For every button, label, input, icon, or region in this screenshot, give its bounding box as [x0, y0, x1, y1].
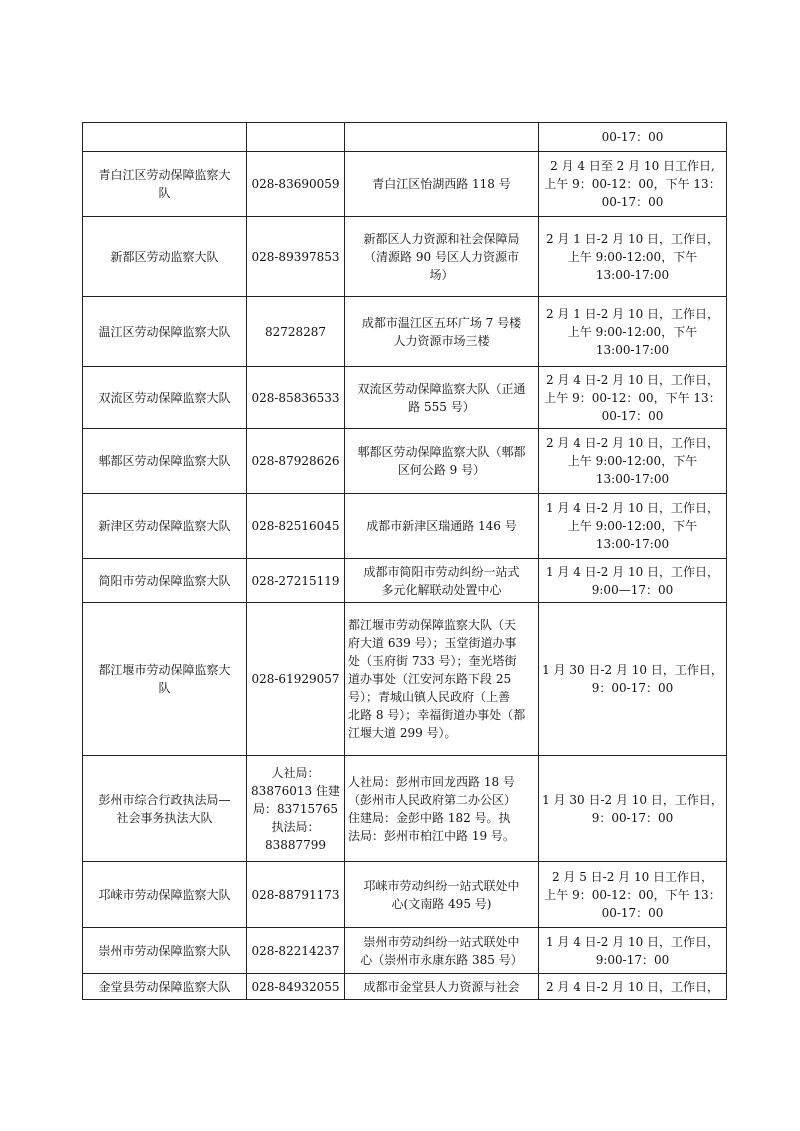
phone-cell [247, 974, 345, 1000]
service-time: 1 月 4 日-2 月 10 日，工作日， 9:00-17：00 [545, 934, 720, 967]
service-time-cell [539, 494, 727, 559]
table-row [83, 603, 727, 756]
service-time-cell [539, 152, 727, 217]
table-row [83, 152, 727, 217]
unit-name-cell [83, 559, 247, 603]
service-time-cell [539, 974, 727, 1000]
unit-name: 简阳市劳动保障监察大队 [98, 573, 231, 588]
phone-cell [247, 756, 345, 862]
service-time: 2 月 4 日至 2 月 10 日工作日, 上午 9：00-12：00，下午 13： 00-17：00 [544, 159, 721, 209]
service-time: 1 月 30 日-2 月 10 日，工作日， 9：00-17：00 [542, 663, 723, 695]
address-cell [345, 559, 539, 603]
address-cell [345, 974, 539, 1000]
address-cell [345, 297, 539, 367]
service-time: 1 月 30 日-2 月 10 日，工作日， 9：00-17：00 [542, 792, 723, 825]
phone-number: 028-61929057 [251, 672, 340, 686]
unit-name-cell [83, 297, 247, 367]
unit-name: 双流区劳动保障监察大队 [98, 390, 231, 405]
service-time-cell [539, 367, 727, 429]
table-row [83, 559, 727, 603]
address-cell [345, 494, 539, 559]
table-row [83, 217, 727, 297]
phone-number: 028-85836533 [251, 390, 340, 405]
phone-cell [247, 297, 345, 367]
unit-name-cell [83, 494, 247, 559]
phone-cell [247, 928, 345, 974]
address-cell [345, 152, 539, 217]
address: 郫都区劳动保障监察大队（郫都 区何公路 9 号） [357, 445, 526, 477]
unit-name: 新津区劳动保障监察大队 [98, 519, 231, 533]
phone-number: 028-82516045 [251, 519, 340, 533]
address-cell [345, 123, 539, 152]
table-row [83, 123, 727, 152]
table-row [83, 756, 727, 862]
service-time-cell [539, 862, 727, 928]
service-time: 1 月 4 日-2 月 10 日，工作日， 上午 9:00-12:00，下午 13:00-17:00 [545, 501, 720, 551]
phone-cell [247, 429, 345, 494]
phone-cell [247, 494, 345, 559]
phone-number: 028-27215119 [251, 573, 340, 588]
unit-name-cell [83, 862, 247, 928]
address: 成都市新津区瑞通路 146 号 [366, 519, 517, 533]
table-row [83, 974, 727, 1000]
service-time: 2 月 4 日-2 月 10 日，工作日， 上午 9：00-12：00，下午 13： 00-17：00 [544, 372, 721, 423]
unit-name-cell [83, 928, 247, 974]
address-cell [345, 862, 539, 928]
unit-name-cell [83, 429, 247, 494]
phone-number: 82728287 [264, 324, 327, 339]
service-time: 2 月 1 日-2 月 10 日，工作日， 上午 9:00-12:00，下午 13:00-17:00 [545, 231, 720, 282]
service-time-cell [539, 559, 727, 603]
phone-cell [247, 123, 345, 152]
unit-name: 郫都区劳动保障监察大队 [98, 454, 231, 468]
service-time: 2 月 1 日-2 月 10 日，工作日， 上午 9:00-12:00，下午 13:00-17:00 [545, 306, 720, 357]
address: 青白江区怡湖西路 118 号 [372, 177, 511, 191]
service-time-cell [539, 603, 727, 756]
phone-cell [247, 152, 345, 217]
phone-cell [247, 862, 345, 928]
service-time: 00-17：00 [601, 130, 664, 144]
table-row [83, 429, 727, 494]
unit-name: 都江堰市劳动保障监察大 队 [98, 663, 231, 695]
service-time: 2 月 4 日-2 月 10 日，工作日， [545, 979, 720, 994]
phone-cell [247, 367, 345, 429]
unit-name: 邛崃市劳动保障监察大队 [98, 887, 231, 902]
phone-number: 028-87928626 [251, 454, 340, 468]
address-cell [345, 928, 539, 974]
service-time-cell [539, 217, 727, 297]
unit-name: 温江区劳动保障监察大队 [98, 324, 231, 339]
service-time: 1 月 4 日-2 月 10 日，工作日， 9:00—17：00 [545, 564, 720, 597]
service-time-cell [539, 756, 727, 862]
unit-name-cell [83, 756, 247, 862]
table-row [83, 297, 727, 367]
address: 人社局：彭州市回龙西路 18 号 （彭州市人民政府第二办公区） 住建局：金彭中路 182 号。执 法局：彭州市柏江中路 19 号。 [348, 774, 517, 843]
address-cell [345, 217, 539, 297]
address: 都江堰市劳动保障监察大队（天 府大道 639 号）；玉堂街道办事 处（玉府街 733 号）；奎光塔街 道办事处（江安河东路下段 25 号）；青城山镇人民政府（上善 北路 8 号）；幸福街道办事处（都 江堰大道 299 号）。 [348, 618, 526, 740]
unit-name: 青白江区劳动保障监察大 队 [98, 168, 231, 200]
table-row [83, 494, 727, 559]
table-row [83, 928, 727, 974]
phone-number: 028-88791173 [251, 887, 340, 902]
address: 新都区人力资源和社会保障局 （清源路 90 号区人力资源市 场） [363, 231, 520, 282]
unit-name-cell [83, 603, 247, 756]
unit-name: 金堂县劳动保障监察大队 [98, 979, 231, 994]
service-time: 2 月 4 日-2 月 10 日，工作日， 上午 9:00-12:00，下午 13:00-17:00 [545, 436, 720, 486]
unit-name-cell [83, 152, 247, 217]
table-row [83, 862, 727, 928]
table-row [83, 367, 727, 429]
address: 成都市温江区五环广场 7 号楼 人力资源市场三楼 [361, 315, 522, 348]
address-cell [345, 367, 539, 429]
unit-name: 新都区劳动监察大队 [110, 249, 219, 264]
address-cell [345, 603, 539, 756]
unit-name-cell [83, 123, 247, 152]
address-cell [345, 756, 539, 862]
unit-name: 彭州市综合行政执法局— 社会事务执法大队 [98, 792, 231, 825]
service-time-cell [539, 297, 727, 367]
unit-name-cell [83, 974, 247, 1000]
service-time: 2 月 5 日-2 月 10 日工作日， 上午 9：00-12：00，下午 13： 00-17：00 [544, 869, 721, 920]
address: 成都市金堂县人力资源与社会 [363, 979, 520, 994]
service-time-cell [539, 928, 727, 974]
address: 双流区劳动保障监察大队（正通 路 555 号） [357, 381, 526, 414]
address-cell [345, 429, 539, 494]
address: 崇州市劳动纠纷一站式联处中 心（崇州市永康东路 385 号） [360, 934, 523, 967]
service-time-cell [539, 429, 727, 494]
phone-cell [247, 603, 345, 756]
unit-name-cell [83, 217, 247, 297]
phone-cell [247, 217, 345, 297]
phone-cell [247, 559, 345, 603]
address: 成都市简阳市劳动纠纷一站式 多元化解联动处置中心 [363, 564, 520, 597]
phone-number: 028-83690059 [251, 177, 340, 191]
phone-number: 028-84932055 [251, 979, 340, 994]
labor-supervision-table [82, 122, 727, 1000]
address: 邛崃市劳动纠纷一站式联处中 心(文南路 495 号) [363, 878, 520, 911]
service-time-cell [539, 123, 727, 152]
phone-number: 人社局： 83876013 住建 局：83715765 执法局： 83887799 [251, 765, 340, 852]
unit-name-cell [83, 367, 247, 429]
phone-number: 028-82214237 [251, 943, 340, 958]
unit-name: 崇州市劳动保障监察大队 [98, 943, 231, 958]
phone-number: 028-89397853 [251, 249, 340, 264]
table-body [83, 123, 727, 1000]
